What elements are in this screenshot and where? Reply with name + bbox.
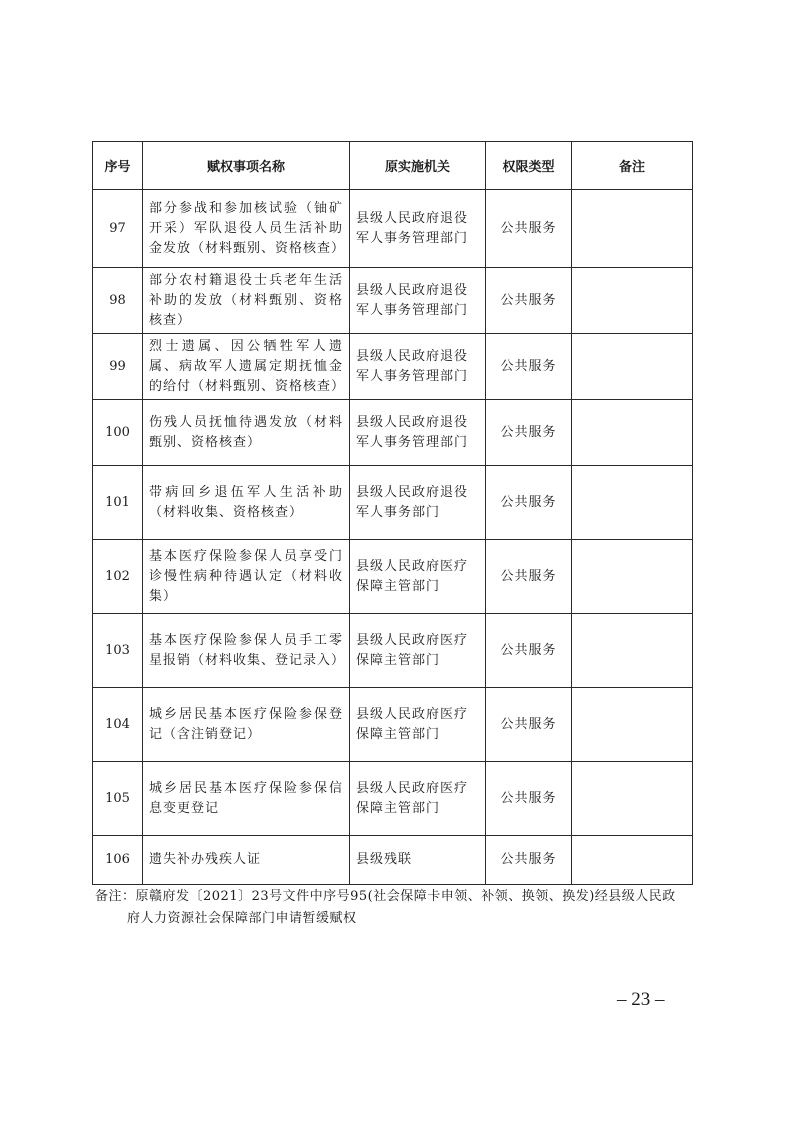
cell-authority-type: 公共服务: [486, 540, 572, 614]
cell-serial-number: 98: [93, 268, 143, 334]
cell-remark: [572, 466, 693, 540]
cell-remark: [572, 614, 693, 688]
cell-remark: [572, 762, 693, 836]
cell-authority-type: 公共服务: [486, 836, 572, 885]
cell-item-name: 遗失补办残疾人证: [143, 836, 350, 885]
cell-original-authority: 县级人民政府医疗保障主管部门: [350, 688, 486, 762]
cell-remark: [572, 400, 693, 466]
table-row: [93, 762, 693, 836]
cell-authority-type: 公共服务: [486, 762, 572, 836]
cell-serial-number: 99: [93, 334, 143, 400]
cell-remark: [572, 190, 693, 268]
cell-authority-type: 公共服务: [486, 466, 572, 540]
cell-serial-number: 101: [93, 466, 143, 540]
table-row: [93, 334, 693, 400]
cell-original-authority: 县级人民政府退役军人事务管理部门: [350, 334, 486, 400]
header-remark: 备注: [572, 142, 693, 190]
cell-item-name: 伤残人员抚恤待遇发放（材料甄别、资格核查）: [143, 400, 350, 466]
table-row: [93, 466, 693, 540]
cell-item-name: 城乡居民基本医疗保险参保信息变更登记: [143, 762, 350, 836]
cell-remark: [572, 688, 693, 762]
cell-item-name: 基本医疗保险参保人员手工零星报销（材料收集、登记录入）: [143, 614, 350, 688]
table-header-row: [93, 142, 693, 190]
table-row: [93, 614, 693, 688]
cell-authority-type: 公共服务: [486, 268, 572, 334]
cell-serial-number: 102: [93, 540, 143, 614]
cell-remark: [572, 540, 693, 614]
cell-serial-number: 103: [93, 614, 143, 688]
header-original-authority: 原实施机关: [350, 142, 486, 190]
cell-original-authority: 县级人民政府医疗保障主管部门: [350, 614, 486, 688]
table-row: [93, 268, 693, 334]
cell-item-name: 带病回乡退伍军人生活补助（材料收集、资格核查）: [143, 466, 350, 540]
cell-original-authority: 县级人民政府医疗保障主管部门: [350, 762, 486, 836]
cell-serial-number: 100: [93, 400, 143, 466]
cell-item-name: 城乡居民基本医疗保险参保登记（含注销登记）: [143, 688, 350, 762]
table-row: [93, 540, 693, 614]
table-row: [93, 400, 693, 466]
cell-authority-type: 公共服务: [486, 614, 572, 688]
cell-original-authority: 县级人民政府医疗保障主管部门: [350, 540, 486, 614]
footnote-line-2: 府人力资源社会保障部门申请暂缓赋权: [127, 911, 357, 926]
cell-original-authority: 县级人民政府退役军人事务管理部门: [350, 190, 486, 268]
cell-original-authority: 县级人民政府退役军人事务管理部门: [350, 268, 486, 334]
cell-authority-type: 公共服务: [486, 190, 572, 268]
footnote: [95, 886, 715, 930]
cell-remark: [572, 836, 693, 885]
cell-remark: [572, 334, 693, 400]
table-row: [93, 190, 693, 268]
header-item-name: 赋权事项名称: [143, 142, 350, 190]
empowerment-items-table: [92, 141, 693, 885]
cell-serial-number: 105: [93, 762, 143, 836]
cell-item-name: 基本医疗保险参保人员享受门诊慢性病种待遇认定（材料收集）: [143, 540, 350, 614]
footnote-line-1: 备注：原赣府发〔2021〕23号文件中序号95(社会保障卡申领、补领、换领、换发)经县级人民政: [95, 889, 676, 904]
cell-original-authority: 县级残联: [350, 836, 486, 885]
cell-original-authority: 县级人民政府退役军人事务管理部门: [350, 400, 486, 466]
table-row: [93, 836, 693, 885]
cell-original-authority: 县级人民政府退役军人事务部门: [350, 466, 486, 540]
cell-item-name: 部分农村籍退役士兵老年生活补助的发放（材料甄别、资格核查）: [143, 268, 350, 334]
page-number: – 23 –: [617, 989, 665, 1010]
cell-authority-type: 公共服务: [486, 334, 572, 400]
table-row: [93, 688, 693, 762]
cell-remark: [572, 268, 693, 334]
header-serial-number: 序号: [93, 142, 143, 190]
cell-authority-type: 公共服务: [486, 688, 572, 762]
cell-serial-number: 97: [93, 190, 143, 268]
cell-item-name: 烈士遗属、因公牺牲军人遗属、病故军人遗属定期抚恤金的给付（材料甄别、资格核查）: [143, 334, 350, 400]
header-authority-type: 权限类型: [486, 142, 572, 190]
cell-authority-type: 公共服务: [486, 400, 572, 466]
cell-serial-number: 104: [93, 688, 143, 762]
cell-serial-number: 106: [93, 836, 143, 885]
cell-item-name: 部分参战和参加核试验（铀矿开采）军队退役人员生活补助金发放（材料甄别、资格核查）: [143, 190, 350, 268]
